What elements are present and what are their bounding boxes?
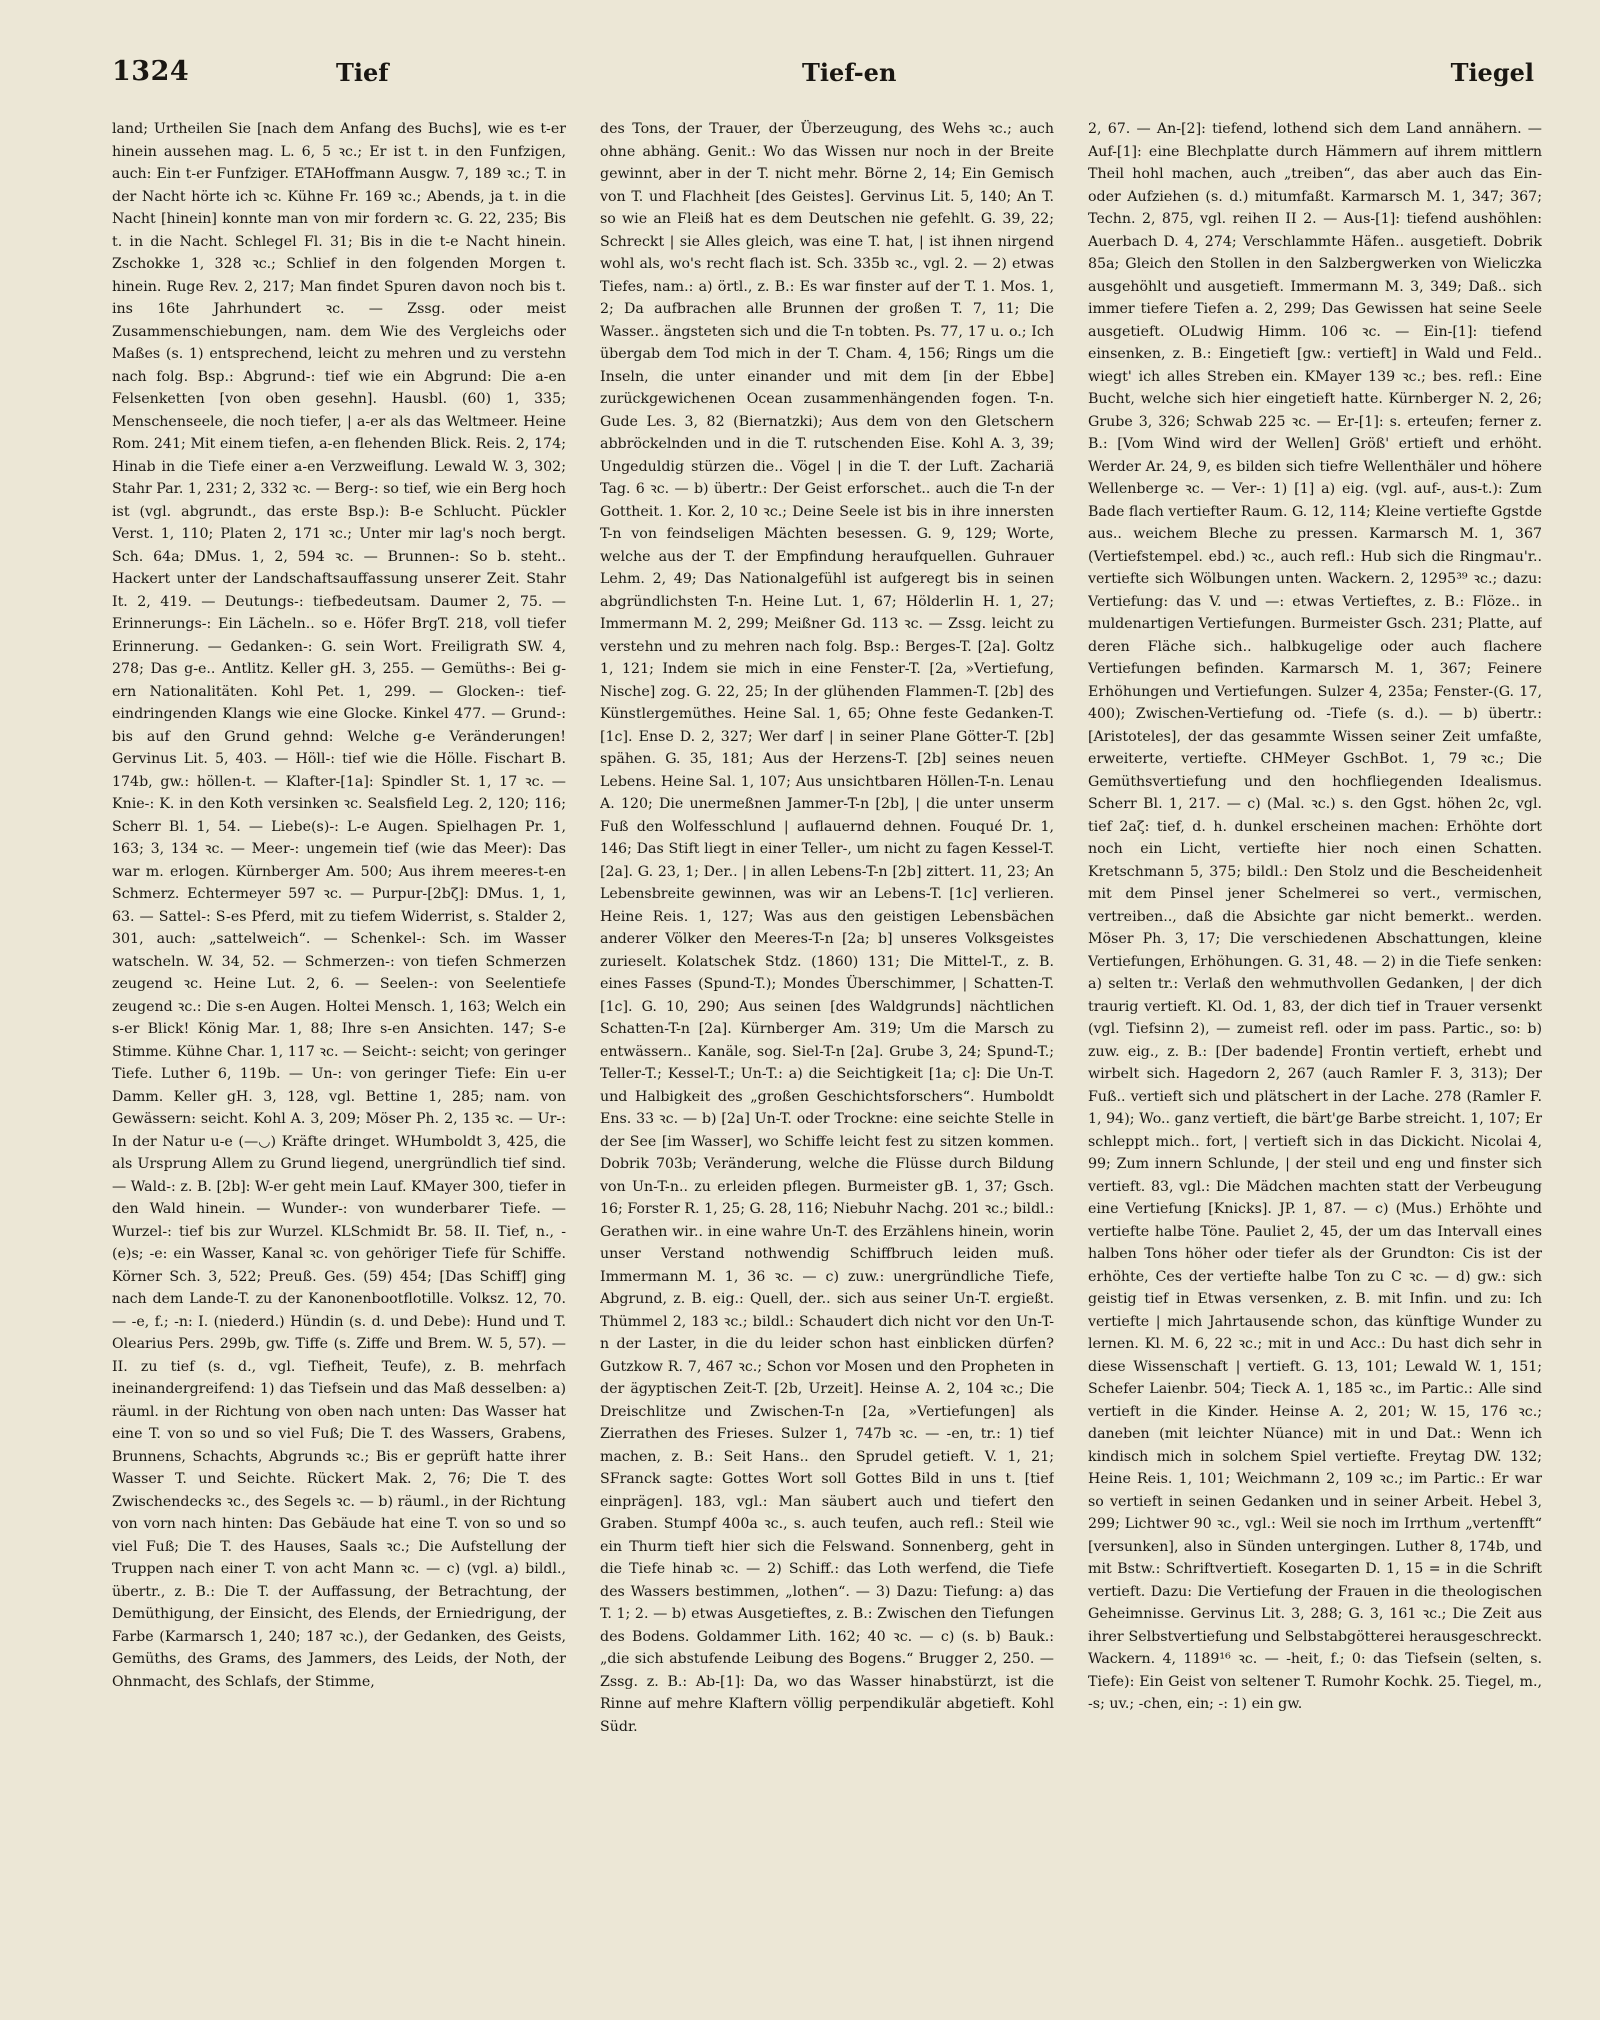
column-right-text: 2, 67. — An-[2]: tiefend, lothend sich dem Land annähern. — Auf-[1]: eine Blechplatte durch Hämmern auf ihrem mittlern Theil hohl machen, auch „treiben“, das aber auch das Ein- oder Aufziehen (s. d.) mitumfaßt. Karmarsch M. 1, 347; 367; Techn. 2, 875, vgl. reihen II 2. — Aus-[1]: tiefend aushöhlen: Auerbach D. 4, 274; Verschlammte Häfen.. ausgetieft. Dobrik 85a; Gleich den Stollen in den Salzbergwerken von Wieliczka ausgehöhlt und ausgetieft. Immermann M. 3, 349; Daß.. sich immer tiefere Tiefen a. 2, 299; Das Gewissen hat seine Seele ausgetieft. OLudwig Himm. 106 ꝛc. — Ein-[1]: tiefend einsenken, z. B.: Eingetieft [gw.: vertieft] in Wald und Feld.. wiegt' ich alles Streben ein. KMayer 139 ꝛc.; bes. refl.: Eine Bucht, welche sich hier eingetieft hatte. Kürnberger N. 2, 26; Grube 3, 326; Schwab 225 ꝛc. — Er-[1]: s. erteufen; ferner z. B.: [Vom Wind wird der Wellen] Größ' ertieft und erhöht. Werder Ar. 24, 9, es bilden sich tiefre Wellenthäler und höhere Wellenberge ꝛc. — Ver-: 1) [1] a) eig. (vgl. auf-, aus-t.): Zum Bade flach vertiefter Raum. G. 12, 114; Kleine vertiefte Ggstde aus.. weichem Bleche zu pressen. Karmarsch M. 1, 367 (Vertiefstempel. ebd.) ꝛc., auch refl.: Hub sich die Ringmau'r.. vertiefte sich Wölbungen unten. Wackern. 2, 1295³⁹ ꝛc.; dazu: Vertiefung: das V. und —: etwas Vertieftes, z. B.: Flöze.. in muldenartigen Vertiefungen. Burmeister Gsch. 231; Platte, auf deren Fläche sich.. halbkugelige oder auch flachere Vertiefungen befinden. Karmarsch M. 1, 367; Feinere Erhöhungen und Vertiefungen. Sulzer 4, 235a; Fenster-(G. 17, 400); Zwischen-Vertiefung od. -Tiefe (s. d.). — b) übertr.: [Aristoteles], der das gesammte Wissen seiner Zeit umfaßte, erweiterte, vertiefte. CHMeyer GschBot. 1, 79 ꝛc.; Die Gemüthsvertiefung und den hochfliegenden Idealismus. Scherr Bl. 1, 217. — c) (Mal. ꝛc.) s. den Ggst. höhen 2c, vgl. tief 2aζ: tief, d. h. dunkel erscheinen machen: Erhöhte dort noch ein Licht, vertiefte hier noch einen Schatten. Kretschmann 5, 375; bildl.: Den Stolz und die Bescheidenheit mit dem Pinsel jener Schelmerei so vert., vermischen, vertreiben.., daß die Absichte gar nicht bemerkt.. werden. Möser Ph. 3, 17; Die verschiedenen Abschattungen, kleine Vertiefungen, Erhöhungen. G. 31, 48. — 2) in die Tiefe senken: a) selten tr.: Verlaß den wehmuthvollen Gedanken, | der dich traurig vertieft. Kl. Od. 1, 83, der dich tief in Trauer versenkt (vgl. Tiefsinn 2), — zumeist refl. oder im pass. Partic., so: b) zuw. eig., z. B.: [Der badende] Frontin vertieft, erhebt und wirbelt sich. Hagedorn 2, 267 (auch Ramler F. 3, 313); Der Fuß.. vertieft sich und plätschert in der Lache. 278 (Ramler F. 1, 94); Wo.. ganz vertieft, die bärt'ge Barbe streicht. 1, 107; Er schleppt mich.. fort, | vertieft sich in das Dickicht. Nicolai 4, 99; Zum innern Schlunde, | der steil und eng und finster sich vertieft. 83, vgl.: Die Mädchen machten statt der Verbeugung eine Vertiefung [Knicks]. JP. 1, 87. — c) (Mus.) Erhöhte und vertiefte halbe Töne. Pauliet 2, 45, der um das Intervall eines halben Tons höher oder tiefer als der Grundton: Cis ist der erhöhte, Ces der vertiefte halbe Ton zu C ꝛc. — d) gw.: sich geistig tief in Etwas versenken, z. B. mit Infin. und zu: Ich vertiefte | mich Jahrtausende schon, das künftige Wunder zu lernen. Kl. M. 6, 22 ꝛc.; mit in und Acc.: Du hast dich sehr in diese Wissenschaft | vertieft. G. 13, 101; Lewald W. 1, 151; Schefer Laienbr. 504; Tieck A. 1, 185 ꝛc., im Partic.: Alle sind vertieft in die Kinder. Heinse A. 2, 201; W. 15, 176 ꝛc.; daneben (mit leichter Nüance) mit in und Dat.: Wenn ich kindisch mich in solchem Spiel vertiefte. Freytag DW. 132; Heine Reis. 1, 101; Weichmann 2, 109 ꝛc.; im Partic.: Er war so vertieft in seinen Gedanken und in seiner Arbeit. Hebel 3, 299; Lichtwer 90 ꝛc., vgl.: Weil sie noch im Irrthum „vertenfft“ [versunken], also in Sünden untergingen. Luther 8, 174b, und mit Bstw.: Schriftvertieft. Kosegarten D. 1, 15 = in die Schrift vertieft. Dazu: Die Vertiefung der Frauen in die theologischen Geheimnisse. Gervinus Lit. 3, 288; G. 3, 161 ꝛc.; Die Zeit aus ihrer Selbstvertiefung und Selbstabgötterei herausgeschreckt. Wackern. 4, 1189¹⁶ ꝛc. — -heit, f.; 0: das Tiefsein (selten, s. Tiefe): Ein Geist von seltener T. Rumohr Kochk. 25. Tiegel, m., -s; uv.; -chen, ein; -: 1) ein gw.	[1088, 121, 1542, 1712]
center-catchword: Tief-en	[802, 58, 897, 87]
left-catchword: Tief	[336, 58, 389, 87]
page-number: 1324	[112, 56, 190, 87]
column-left-text: land; Urtheilen Sie [nach dem Anfang des Buchs], wie es t-er hinein aussehen mag. L. 6, 5 ꝛc.; Er ist t. in den Funfzigen, auch: Ein t-er Funfziger. ETAHoffmann Ausgw. 7, 189 ꝛc.; T. in der Nacht hörte ich ꝛc. Kühne Fr. 169 ꝛc.; Abends, ja t. in die Nacht [hinein] konnte man von mir fordern ꝛc. G. 22, 235; Bis t. in die Nacht. Schlegel Fl. 31; Bis in die t-e Nacht hinein. Zschokke 1, 328 ꝛc.; Schlief in den folgenden Morgen t. hinein. Ruge Rev. 2, 217; Man findet Spuren davon noch bis t. ins 16te Jahrhundert ꝛc. — Zssg. oder meist Zusammenschiebungen, nam. dem Wie des Vergleichs oder Maßes (s. 1) entsprechend, leicht zu mehren und zu verstehn nach folg. Bsp.: Abgrund-: tief wie ein Abgrund: Die a-en Felsenketten [von oben gesehn]. Hausbl. (60) 1, 335; Menschenseele, die noch tiefer, | a-er als das Weltmeer. Heine Rom. 241; Mit einem tiefen, a-en flehenden Blick. Reis. 2, 174; Hinab in die Tiefe einer a-en Verzweiflung. Lewald W. 3, 302; Stahr Par. 1, 231; 2, 332 ꝛc. — Berg-: so tief, wie ein Berg hoch ist (vgl. abgrundt., das erste Bsp.): B-e Schlucht. Pückler Verst. 1, 110; Platen 2, 171 ꝛc.; Unter mir lag's noch bergt. Sch. 64a; DMus. 1, 2, 594 ꝛc. — Brunnen-: So b. steht.. Hackert unter der Landschaftsauffassung unserer Zeit. Stahr It. 2, 419. — Deutungs-: tiefbedeutsam. Daumer 2, 75. — Erinnerungs-: Ein Lächeln.. so e. Höfer BrgT. 218, voll tiefer Erinnerung. — Gedanken-: G. sein Wort. Freiligrath SW. 4, 278; Das g-e.. Antlitz. Keller gH. 3, 255. — Gemüths-: Bei g-ern Nationalitäten. Kohl Pet. 1, 299. — Glocken-: tief-eindringenden Klangs wie eine Glocke. Kinkel 477. — Grund-: bis auf den Grund gehnd: Welche g-e Veränderungen! Gervinus Lit. 5, 403. — Höll-: tief wie die Hölle. Fischart B. 174b, gw.: höllen-t. — Klafter-[1a]: Spindler St. 1, 17 ꝛc. — Knie-: K. in den Koth versinken ꝛc. Sealsfield Leg. 2, 120; 116; Scherr Bl. 1, 54. — Liebe(s)-: L-e Augen. Spielhagen Pr. 1, 163; 3, 134 ꝛc. — Meer-: ungemein tief (wie das Meer): Das war m. erlogen. Kürnberger Am. 500; Aus ihrem meeres-t-en Schmerz. Echtermeyer 597 ꝛc. — Purpur-[2bζ]: DMus. 1, 1, 63. — Sattel-: S-es Pferd, mit zu tiefem Widerrist, s. Stalder 2, 301, auch: „sattelweich“. — Schenkel-: Sch. im Wasser watscheln. W. 34, 52. — Schmerzen-: von tiefen Schmerzen zeugend ꝛc. Heine Lut. 2, 6. — Seelen-: von Seelentiefe zeugend ꝛc.: Die s-en Augen. Holtei Mensch. 1, 163; Welch ein s-er Blick! König Mar. 1, 88; Ihre s-en Ansichten. 147; S-e Stimme. Kühne Char. 1, 117 ꝛc. — Seicht-: seicht; von geringer Tiefe. Luther 6, 119b. — Un-: von geringer Tiefe: Ein u-er Damm. Keller gH. 3, 128, vgl. Bettine 1, 285; nam. von Gewässern: seicht. Kohl A. 3, 209; Möser Ph. 2, 135 ꝛc. — Ur-: In der Natur u-e (—◡) Kräfte dringet. WHumboldt 3, 425, die als Ursprung Allem zu Grund liegend, unergründlich tief sind. — Wald-: z. B. [2b]: W-er geht mein Lauf. KMayer 300, tiefer in den Wald hinein. — Wunder-: von wunderbarer Tiefe. — Wurzel-: tief bis zur Wurzel. KLSchmidt Br. 58. II. Tief, n., -(e)s; -e: ein Wasser, Kanal ꝛc. von gehöriger Tiefe für Schiffe. Körner Sch. 3, 522; Preuß. Ges. (59) 454; [Das Schiff] ging nach dem Lande-T. zu der Kanonenbootflotille. Volksz. 12, 70. — -e, f.; -n: I. (niederd.) Hündin (s. d. und Debe): Hund und T. Olearius Pers. 299b, gw. Tiffe (s. Ziffe und Brem. W. 5, 57). — II. zu tief (s. d., vgl. Tiefheit, Teufe), z. B. mehrfach ineinandergreifend: 1) das Tiefsein und das Maß desselben: a) räuml. in der Richtung von oben nach unten: Das Wasser hat eine T. von so und so viel Fuß; Die T. des Wassers, Grabens, Brunnens, Schachts, Abgrunds ꝛc.; Bis er geprüft hatte ihrer Wasser T. und Seichte. Rückert Mak. 2, 76; Die T. des Zwischendecks ꝛc., des Segels ꝛc. — b) räuml., in der Richtung von vorn nach hinten: Das Gebäude hat eine T. von so und so viel Fuß; Die T. des Hauses, Saals ꝛc.; Die Aufstellung der Truppen nach einer T. von acht Mann ꝛc. — c) (vgl. a) bildl., übertr., z. B.: Die T. der Auffassung, der Betrachtung, der Demüthigung, der Einsicht, des Elends, der Erniedrigung, der Farbe (Karmarsch 1, 240; 187 ꝛc.), der Gedanken, des Geists, Gemüths, des Grams, des Jammers, des Leids, der Noth, der Ohnmacht, des Schlafs, der Stimme,	[112, 121, 566, 1690]
column-middle	[600, 118, 1054, 1998]
text-columns	[112, 118, 1542, 1998]
running-head	[112, 56, 1540, 96]
column-left	[112, 118, 566, 1998]
column-middle-text: des Tons, der Trauer, der Überzeugung, des Wehs ꝛc.; auch ohne abhäng. Genit.: Wo das Wissen nur noch in der Breite gewinnt, aber in der T. nicht mehr. Börne 2, 14; Ein Gemisch von T. und Flachheit [des Geistes]. Gervinus Lit. 5, 140; An T. so wie an Fleiß hat es dem Deutschen nie gefehlt. G. 39, 22; Schreckt | sie Alles gleich, was eine T. hat, | ist ihnen nirgend wohl als, wo's recht flach ist. Sch. 335b ꝛc., vgl. 2. — 2) etwas Tiefes, nam.: a) örtl., z. B.: Es war finster auf der T. 1. Mos. 1, 2; Da aufbrachen alle Brunnen der großen T. 7, 11; Die Wasser.. ängsteten sich und die T-n tobten. Ps. 77, 17 u. o.; Ich übergab dem Tod mich in der T. Cham. 4, 156; Rings um die Inseln, die unter einander und mit dem [in der Ebbe] zurückgewichenen Ocean zusammenhängenden fogen. T-n. Gude Les. 3, 82 (Biernatzki); Aus dem von den Gletschern abbröckelnden und in die T. rutschenden Eise. Kohl A. 3, 39; Ungeduldig stürzen die.. Vögel | in die T. der Luft. Zachariä Tag. 6 ꝛc. — b) übertr.: Der Geist erforschet.. auch die T-n der Gottheit. 1. Kor. 2, 10 ꝛc.; Deine Seele ist bis in ihre innersten T-n von feindseligen Mächten besessen. G. 9, 129; Worte, welche aus der T. der Empfindung heraufquellen. Guhrauer Lehm. 2, 49; Das Nationalgefühl ist aufgeregt bis in seinen abgründlichsten T-n. Heine Lut. 1, 67; Hölderlin H. 1, 27; Immermann M. 2, 299; Meißner Gd. 113 ꝛc. — Zssg. leicht zu verstehn und zu mehren nach folg. Bsp.: Berges-T. [2a]. Goltz 1, 121; Indem sie mich in eine Fenster-T. [2a, »Vertiefung, Nische] zog. G. 22, 25; In der glühenden Flammen-T. [2b] des Künstlergemüthes. Heine Sal. 1, 65; Ohne feste Gedanken-T. [1c]. Ense D. 2, 327; Wer darf | in seiner Plane Götter-T. [2b] spähen. G. 35, 181; Aus der Herzens-T. [2b] seines neuen Lebens. Heine Sal. 1, 107; Aus unsichtbaren Höllen-T-n. Lenau A. 120; Die unermeßnen Jammer-T-n [2b], | die unter unserm Fuß den Wolfesschlund | auflauernd dehnen. Fouqué Dr. 1, 146; Das Stift liegt in einer Teller-, um nicht zu fagen Kessel-T. [2a]. G. 23, 1; Der.. | in allen Lebens-T-n [2b] zittert. 11, 23; An Lebensbreite gewinnen, was wir an Lebens-T. [1c] verlieren. Heine Reis. 1, 127; Was aus den geistigen Lebensbächen anderer Völker den Meeres-T-n [2a; b] unseres Volksgeistes zurieselt. Kolatschek Stdz. (1860) 131; Die Mittel-T., z. B. eines Fasses (Spund-T.); Mondes Überschimmer, | Schatten-T. [1c]. G. 10, 290; Aus seinen [des Waldgrunds] nächtlichen Schatten-T-n [2a]. Kürnberger Am. 319; Um die Marsch zu entwässern.. Kanäle, sog. Siel-T-n [2a]. Grube 3, 24; Spund-T.; Teller-T.; Kessel-T.; Un-T.: a) die Seichtigkeit [1a; c]: Die Un-T. und Halbigkeit des „großen Geschichtsforschers“. Humboldt Ens. 33 ꝛc. — b) [2a] Un-T. oder Trockne: eine seichte Stelle in der See [im Wasser], wo Schiffe leicht fest zu sitzen kommen. Dobrik 703b; Veränderung, welche die Flüsse durch Bildung von Un-T-n.. zu erleiden pflegen. Burmeister gB. 1, 37; Gsch. 16; Forster R. 1, 25; G. 28, 116; Niebuhr Nachg. 201 ꝛc.; bildl.: Gerathen wir.. in eine wahre Un-T. des Erzählens hinein, worin unser Verstand nothwendig Schiffbruch leiden muß. Immermann M. 1, 36 ꝛc. — c) zuw.: unergründliche Tiefe, Abgrund, z. B. eig.: Quell, der.. sich aus seiner Un-T. ergießt. Thümmel 2, 183 ꝛc.; bildl.: Schaudert dich nicht vor den Un-T-n der Laster, in die du leider schon hast einblicken dürfen? Gutzkow R. 7, 467 ꝛc.; Schon vor Mosen und den Propheten in der ägyptischen Zeit-T. [2b, Urzeit]. Heinse A. 2, 104 ꝛc.; Die Dreischlitze und Zwischen-T-n [2a, »Vertiefungen] als Zierrathen des Frieses. Sulzer 1, 747b ꝛc. — -en, tr.: 1) tief machen, z. B.: Seit Hans.. den Sprudel getieft. V. 1, 21; SFranck sagte: Gottes Wort soll Gottes Bild in uns t. [tief einprägen]. 183, vgl.: Man säubert auch und tiefert den Graben. Stumpf 400a ꝛc., s. auch teufen, auch refl.: Steil wie ein Thurm tieft hier sich die Felswand. Sonnenberg, geht in die Tiefe hinab ꝛc. — 2) Schiff.: das Loth werfend, die Tiefe des Wassers bestimmen, „lothen“. — 3) Dazu: Tiefung: a) das T. 1; 2. — b) etwas Ausgetieftes, z. B.: Zwischen den Tiefungen des Bodens. Goldammer Lith. 162; 40 ꝛc. — c) (s. b) Bauk.: „die sich abstufende Leibung des Bogens.“ Brugger 2, 250. — Zssg. z. B.: Ab-[1]: Da, wo das Wasser hinabstürzt, ist die Rinne auf mehre Klaftern völlig perpendikulär abgetieft. Kohl Südr.	[600, 121, 1054, 1735]
right-catchword: Tiegel	[1450, 58, 1534, 87]
column-right	[1088, 118, 1542, 1998]
